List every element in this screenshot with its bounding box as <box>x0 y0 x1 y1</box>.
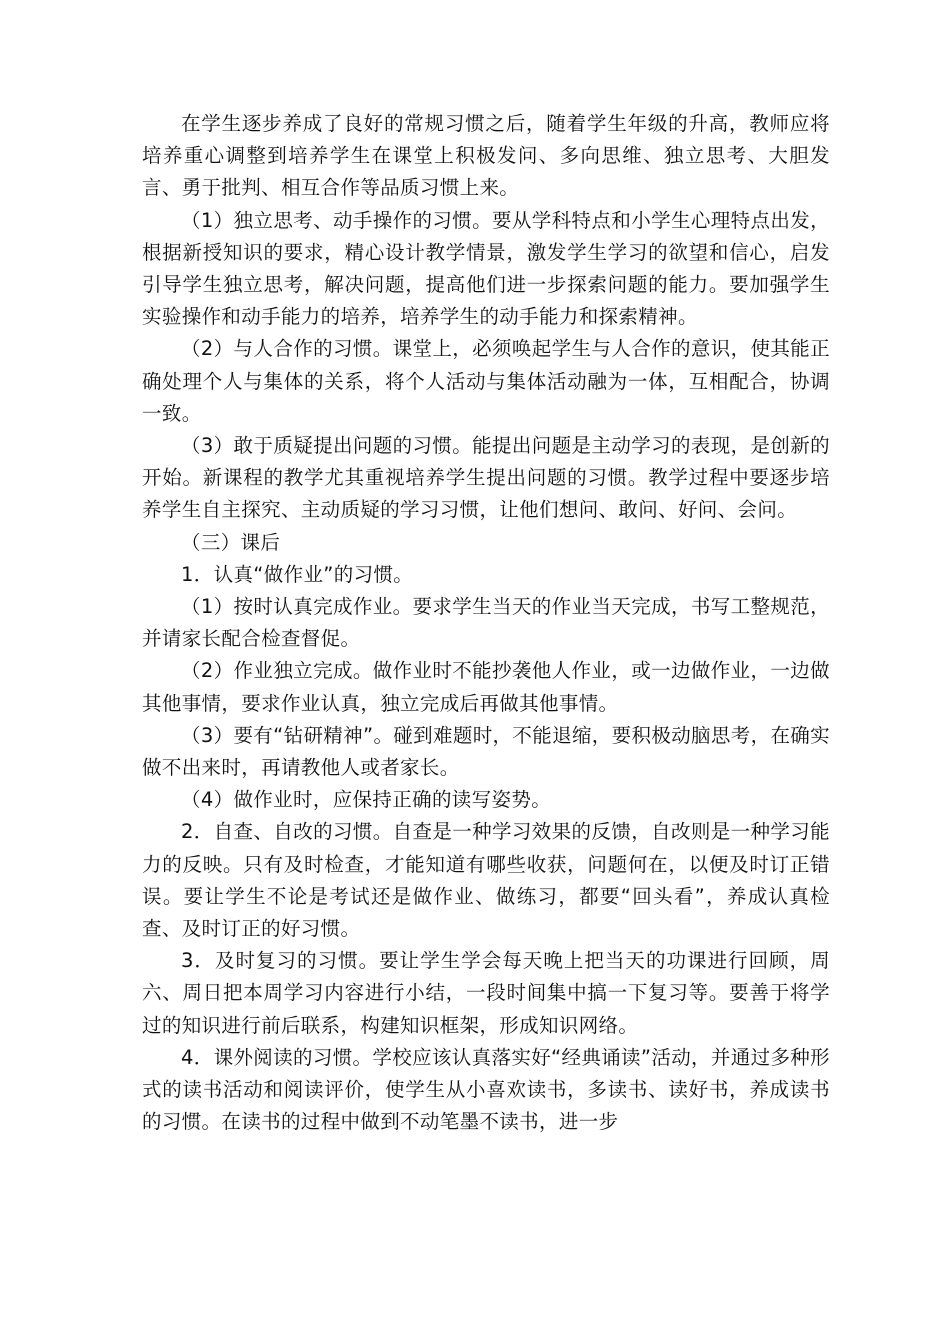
document-body <box>142 108 830 1139</box>
paragraph-independent-thinking: （1）独立思考、动手操作的习惯。要从学科特点和小学生心理特点出发，根据新授知识的要求，精心设计教学情景，激发学生学习的欲望和信心，启发引导学生独立思考，解决问题，提高他们进一步探索问题的能力。要加强学生实验操作和动手能力的培养，培养学生的动手能力和探索精神。 <box>142 208 830 329</box>
paragraph-homework-on-time: （1）按时认真完成作业。要求学生当天的作业当天完成，书写工整规范，并请家长配合检查督促。 <box>142 595 830 651</box>
paragraph-homework-habit: 1．认真“做作业”的习惯。 <box>181 562 414 586</box>
paragraph-reading: 4．课外阅读的习惯。学校应该认真落实好“经典诵读”活动，并通过多种形式的读书活动和阅读评价，使学生从小喜欢读书，多读书、读好书，养成读书的习惯。在读书的过程中做到不动笔墨不读书，进一步 <box>142 1045 831 1134</box>
paragraph-cooperation: （2）与人合作的习惯。课堂上，必须唤起学生与人合作的意识，使其能正确处理个人与集体的关系，将个人活动与集体活动融为一体，互相配合，协调一致。 <box>142 337 830 425</box>
paragraph-questioning: （3）敢于质疑提出问题的习惯。能提出问题是主动学习的表现，是创新的开始。新课程的教学尤其重视培养学生提出问题的习惯。教学过程中要逐步培养学生自主探究、主动质疑的学习习惯，让他们想问、敢问、好问、会问。 <box>142 434 830 522</box>
paragraph-research-spirit: （3）要有“钻研精神”。碰到难题时，不能退缩，要积极动脑思考，在确实做不出来时，再请教他人或者家长。 <box>142 723 831 780</box>
paragraph-intro: 在学生逐步养成了良好的常规习惯之后，随着学生年级的升高，教师应将培养重心调整到培养学生在课堂上积极发问、多向思维、独立思考、大胆发言、勇于批判、相互合作等品质习惯上来。 <box>142 112 830 200</box>
paragraph-review: 3．及时复习的习惯。要让学生学会每天晚上把当天的功课进行回顾，周六、周日把本周学习内容进行小结，一段时间集中搞一下复习等。要善于将学过的知识进行前后联系，构建知识框架，形成知识网络。 <box>142 949 830 1037</box>
section-heading-after-class: （三）课后 <box>181 530 281 554</box>
paragraph-posture: （4）做作业时，应保持正确的读写姿势。 <box>181 788 552 812</box>
paragraph-self-check: 2．自查、自改的习惯。自查是一种学习效果的反馈，自改则是一种学习能力的反映。只有及时检查，才能知道有哪些收获，问题何在，以便及时订正错误。要让学生不论是考试还是做作业、做练习，都要“回头看”，养成认真检查、及时订正的好习惯。 <box>142 820 830 941</box>
paragraph-homework-independent: （2）作业独立完成。做作业时不能抄袭他人作业，或一边做作业，一边做其他事情，要求作业认真，独立完成后再做其他事情。 <box>142 659 830 715</box>
